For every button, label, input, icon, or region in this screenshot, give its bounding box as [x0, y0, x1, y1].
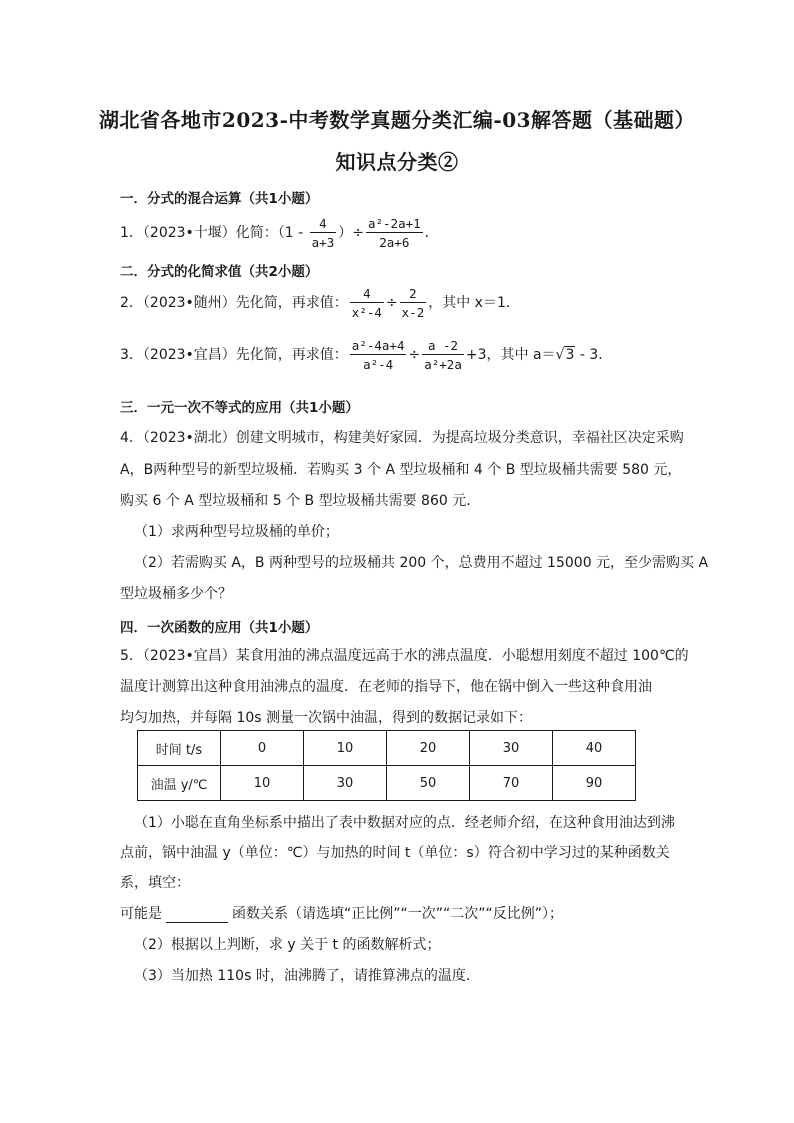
q1-fraction-2: [366, 216, 423, 250]
q2-f1-den: x²-4: [351, 305, 382, 320]
q4-sub-2-line-1: （2）若需购买 A，B 两种型号的垃圾桶共 200 个，总费用不超过 15000 元，至少需购买 A: [134, 555, 709, 571]
q5-fill-line: [120, 903, 563, 923]
q3-f1-num: a²-4a+4: [351, 338, 405, 353]
q3-plus: +3，其中 a＝: [465, 347, 556, 363]
table-cell: 70: [470, 766, 553, 801]
q1-mid: ）÷: [338, 225, 364, 241]
q2-f2-num: 2: [400, 286, 427, 303]
q4-line-3: 购买 6 个 A 型垃圾桶和 5 个 B 型垃圾桶共需要 860 元．: [120, 493, 481, 509]
q3-f1-den: a²-4: [363, 357, 394, 372]
q1-f2-den: 2a+6: [379, 235, 410, 250]
q2-op: ÷: [385, 295, 398, 311]
q5-fill-prefix: 可能是: [120, 906, 162, 922]
q3-f2-num: a -2: [422, 338, 464, 355]
table-cell: 10: [221, 766, 304, 801]
q4-line-1: 4．（2023•湖北）创建文明城市，构建美好家园．为提高垃圾分类意识，幸福社区决定采购: [120, 430, 684, 446]
q2-f1-num: 4: [350, 286, 384, 303]
q1-suffix: ．: [424, 225, 439, 241]
q2-f2-den: x-2: [401, 305, 425, 320]
q1-fraction-1: [310, 216, 337, 250]
q2-fraction-2: [400, 286, 427, 320]
q1-f1-num: 4: [310, 216, 337, 233]
table-row: [138, 766, 636, 801]
table-cell: 10: [304, 731, 387, 766]
q2-suffix: ，其中 x＝1．: [428, 295, 520, 311]
q1-f1-den: a+3: [311, 235, 335, 250]
table-cell: 20: [387, 731, 470, 766]
q1-prefix: 1．（2023•十堰）化简：（1 -: [120, 225, 308, 241]
q4-sub-2-line-2: 型垃圾桶多少个？: [120, 586, 232, 602]
q2-fraction-1: [350, 286, 384, 320]
q2-prefix: 2．（2023•随州）先化简，再求值：: [120, 295, 348, 311]
q4-line-2: A，B两种型号的新型垃圾桶．若购买 3 个 A 型垃圾桶和 4 个 B 型垃圾桶共需要 580 元，: [120, 462, 682, 478]
table-header-temp: 油温 y/℃: [138, 766, 221, 801]
section-heading-4: 四．一次函数的应用（共1小题）: [120, 620, 319, 636]
q1-f2-num: a²-2a+1: [367, 216, 421, 231]
q3-prefix: 3．（2023•宜昌）先化简，再求值：: [120, 347, 348, 363]
section-heading-1: 一．分式的混合运算（共1小题）: [120, 191, 319, 207]
q5-after-line-1: （1）小聪在直角坐标系中描出了表中数据对应的点．经老师介绍，在这种食用油达到沸: [134, 815, 675, 831]
q3-fraction-2: [422, 338, 464, 372]
q5-after-line-3: 系，填空：: [120, 875, 190, 891]
q3-op: ÷: [408, 347, 421, 363]
q3-suffix: - 3．: [575, 347, 613, 363]
section-heading-3: 三．一元一次不等式的应用（共1小题）: [120, 400, 359, 416]
table-header-time: 时间 t/s: [138, 731, 221, 766]
q4-sub-1: （1）求两种型号垃圾桶的单价；: [134, 524, 339, 540]
document-title: 湖北省各地市2023-中考数学真题分类汇编-03解答题（基础题）: [98, 108, 696, 132]
question-1: [120, 216, 439, 250]
q5-after-line-2: 点前，锅中油温 y（单位：℃）与加热的时间 t（单位：s）符合初中学习过的某种函数关: [120, 845, 670, 861]
table-cell: 90: [553, 766, 636, 801]
q5-sub-2: （2）根据以上判断，求 y 关于 t 的函数解析式；: [134, 937, 441, 953]
q5-line-2: 温度计测算出这种食用油沸点的温度．在老师的指导下，他在锅中倒入一些这种食用油: [120, 679, 652, 695]
q5-fill-suffix: 函数关系（请选填“正比例”“一次”“二次”“反比例”）；: [232, 906, 564, 922]
question-2: [120, 286, 520, 320]
q5-line-3: 均匀加热，并每隔 10s 测量一次锅中油温，得到的数据记录如下：: [120, 710, 533, 726]
table-cell: 50: [387, 766, 470, 801]
document-subtitle: 知识点分类②: [335, 150, 459, 174]
table-row: [138, 731, 636, 766]
q3-fraction-1: [350, 338, 407, 372]
q3-sqrt-value: 3: [565, 347, 575, 363]
table-cell: 0: [221, 731, 304, 766]
data-table: [137, 730, 636, 801]
q5-sub-3: （3）当加热 110s 时，油沸腾了，请推算沸点的温度．: [134, 968, 480, 984]
table-cell: 30: [470, 731, 553, 766]
answer-blank[interactable]: [166, 908, 228, 923]
section-heading-2: 二．分式的化简求值（共2小题）: [120, 264, 319, 280]
q3-sqrt: √3: [555, 347, 575, 363]
question-3: [120, 338, 612, 372]
table-cell: 40: [553, 731, 636, 766]
table-cell: 30: [304, 766, 387, 801]
q5-line-1: 5．（2023•宜昌）某食用油的沸点温度远高于水的沸点温度．小聪想用刻度不超过 100℃的: [120, 648, 689, 664]
q3-f2-den: a²+2a: [424, 357, 462, 372]
